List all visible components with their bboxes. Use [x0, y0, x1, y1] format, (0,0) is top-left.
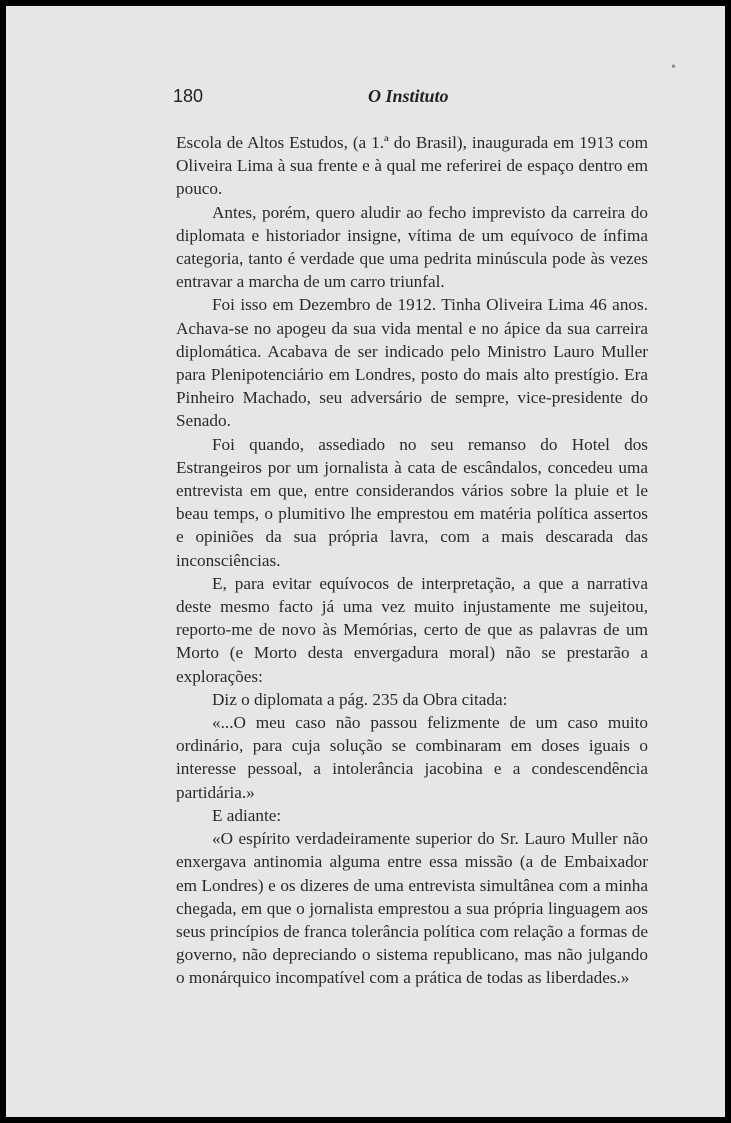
- body-text: [176, 131, 648, 990]
- paragraph: E, para evitar equívocos de interpretação, a que a narrativa deste mesmo facto já uma vez muito injustamente me sujeitou, reporto-me de novo às Memórias, certo de que as palavras de um Morto (e Morto desta envergadura moral) não se prestarão a explorações:: [176, 573, 648, 686]
- paragraph: Antes, porém, quero aludir ao fecho imprevisto da carreira do diplomata e historiador insigne, vítima de um equívoco de ínfima categoria, tanto é verdade que uma pedrita minúscula pode às vezes entravar a marcha de um carro triunfal.: [176, 202, 648, 292]
- paragraph: Diz o diplomata a pág. 235 da Obra citada:: [212, 689, 508, 709]
- paragraph: Foi quando, assediado no seu remanso do Hotel dos Estrangeiros por um jornalista à cata de escândalos, concedeu uma entrevista em que, entre considerandos vários sobre la pluie et le beau temps, o plumitivo lhe emprestou em matéria política assertos e opiniões da sua própria lavra, com a mais descarada das inconsciências.: [176, 434, 648, 570]
- paragraph: Escola de Altos Estudos, (a 1.ª do Brasil), inaugurada em 1913 com Oliveira Lima à sua frente e à qual me referirei de espaço dentro em pouco.: [176, 133, 648, 199]
- paragraph: E adiante:: [212, 805, 282, 825]
- running-title: O Instituto: [368, 86, 449, 106]
- paragraph: Foi isso em Dezembro de 1912. Tinha Oliveira Lima 46 anos. Achava-se no apogeu da sua vida mental e no ápice da sua carreira diplomática. Acabava de ser indicado pelo Ministro Lauro Muller para Plenipotenciário em Londres, posto do mais alto prestígio. Era Pinheiro Machado, seu adversário de sempre, vice-presidente do Senado.: [176, 295, 648, 431]
- book-page: [6, 6, 725, 1117]
- page-header: [6, 82, 725, 112]
- page-number: 180: [173, 86, 204, 106]
- quotation: «O espírito verdadeiramente superior do Sr. Lauro Muller não enxergava antinomia alguma entre essa missão (a de Embaixador em Londres) e os dizeres de uma entrevista simultânea com a minha chegada, em que o jornalista emprestou a sua própria linguagem aos seus princípios de franca tolerância política com relação a formas de governo, não depreciando o sistema republicano, mas não julgando o monárquico incompatível com a prática de todas as liberdades.»: [176, 829, 648, 988]
- speck-mark: •: [671, 60, 676, 75]
- quotation: «...O meu caso não passou felizmente de um caso muito ordinário, para cuja solução se combinaram em doses iguais o interesse pessoal, a intolerância jacobina e a condescendência partidária.»: [176, 713, 648, 802]
